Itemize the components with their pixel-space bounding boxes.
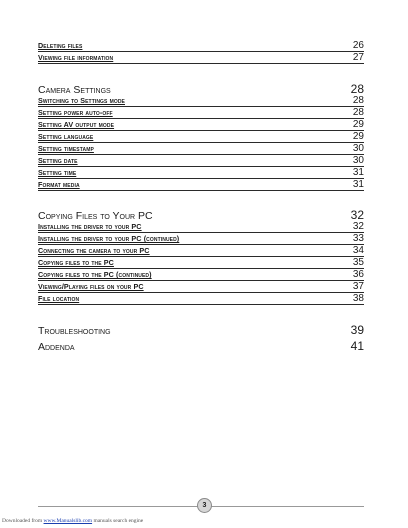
toc-chapter-heading[interactable] (38, 338, 364, 353)
toc-entry[interactable] (38, 167, 364, 179)
toc-entry-page: 38 (352, 293, 364, 304)
toc-entry[interactable] (38, 119, 364, 131)
toc-entry-page: 32 (352, 221, 364, 232)
toc-chapter-page: 28 (350, 82, 364, 96)
toc-entry-page: 27 (352, 52, 364, 63)
toc-entry-title: File location (38, 294, 80, 303)
toc-entry[interactable] (38, 143, 364, 155)
toc-entry-title: Connecting the camera to your PC (38, 246, 150, 255)
download-source-note (2, 518, 143, 524)
toc-entry-title: Format media (38, 180, 80, 189)
toc-entry[interactable] (38, 269, 364, 281)
toc-entry[interactable] (38, 40, 364, 52)
toc-entry[interactable] (38, 131, 364, 143)
toc-entry-title: Setting AV output mode (38, 120, 115, 129)
toc-entry[interactable] (38, 52, 364, 64)
toc-entry[interactable] (38, 95, 364, 107)
toc-entry-title: Switching to Settings mode (38, 96, 125, 105)
toc-entry-page: 29 (352, 131, 364, 142)
toc-entry-title: Viewing/Playing files on your PC (38, 282, 144, 291)
source-suffix: manuals search engine (92, 518, 144, 524)
toc-entry-title: Setting time (38, 168, 77, 177)
toc-entry-title: Installing the driver to your PC (continued) (38, 234, 180, 243)
toc-chapter-title: Addenda (38, 341, 75, 353)
toc-chapter-page: 41 (350, 339, 364, 353)
toc-chapter-title: Copying Files to Your PC (38, 210, 153, 222)
toc-entry-page: 28 (352, 107, 364, 118)
toc-entry-page: 33 (352, 233, 364, 244)
toc-chapter-heading[interactable] (38, 81, 364, 96)
toc-entry-page: 36 (352, 269, 364, 280)
toc-entry-title: Viewing file information (38, 53, 114, 62)
toc-chapter-heading[interactable] (38, 322, 364, 337)
toc-entry-title: Setting date (38, 156, 78, 165)
toc-entry-page: 30 (352, 155, 364, 166)
toc-entry-title: Installing the driver to your PC (38, 222, 142, 231)
toc-entry[interactable] (38, 155, 364, 167)
toc-entry-page: 29 (352, 119, 364, 130)
toc-entry-page: 34 (352, 245, 364, 256)
toc-entry-title: Deleting files (38, 41, 83, 50)
toc-entry[interactable] (38, 179, 364, 191)
source-link[interactable]: www.Manualslib.com (43, 518, 93, 524)
toc-chapter-heading[interactable] (38, 207, 364, 222)
toc-entry[interactable] (38, 245, 364, 257)
toc-entry[interactable] (38, 107, 364, 119)
toc-entry-page: 30 (352, 143, 364, 154)
toc-entry-title: Setting language (38, 132, 94, 141)
toc-entry[interactable] (38, 233, 364, 245)
toc-entry-title: Setting timestamp (38, 144, 94, 153)
toc-entry[interactable] (38, 221, 364, 233)
page-number-badge: 3 (197, 498, 212, 513)
toc-entry-page: 31 (352, 167, 364, 178)
toc-entry[interactable] (38, 281, 364, 293)
toc-entry-page: 31 (352, 179, 364, 190)
toc-entry-page: 28 (352, 95, 364, 106)
toc-chapter-page: 39 (350, 323, 364, 337)
toc-entry-title: Copying files to the PC (continued) (38, 270, 152, 279)
toc-chapter-page: 32 (350, 208, 364, 222)
toc-entry[interactable] (38, 257, 364, 269)
toc-entry[interactable] (38, 293, 364, 305)
source-prefix: Downloaded from (2, 518, 44, 524)
toc-entry-title: Setting power auto-off (38, 108, 113, 117)
toc-entry-page: 37 (352, 281, 364, 292)
toc-entry-page: 35 (352, 257, 364, 268)
toc-chapter-title: Camera Settings (38, 84, 111, 96)
toc-entry-title: Copying files to the PC (38, 258, 114, 267)
toc-entry-page: 26 (352, 40, 364, 51)
toc-chapter-title: Troubleshooting (38, 325, 111, 337)
